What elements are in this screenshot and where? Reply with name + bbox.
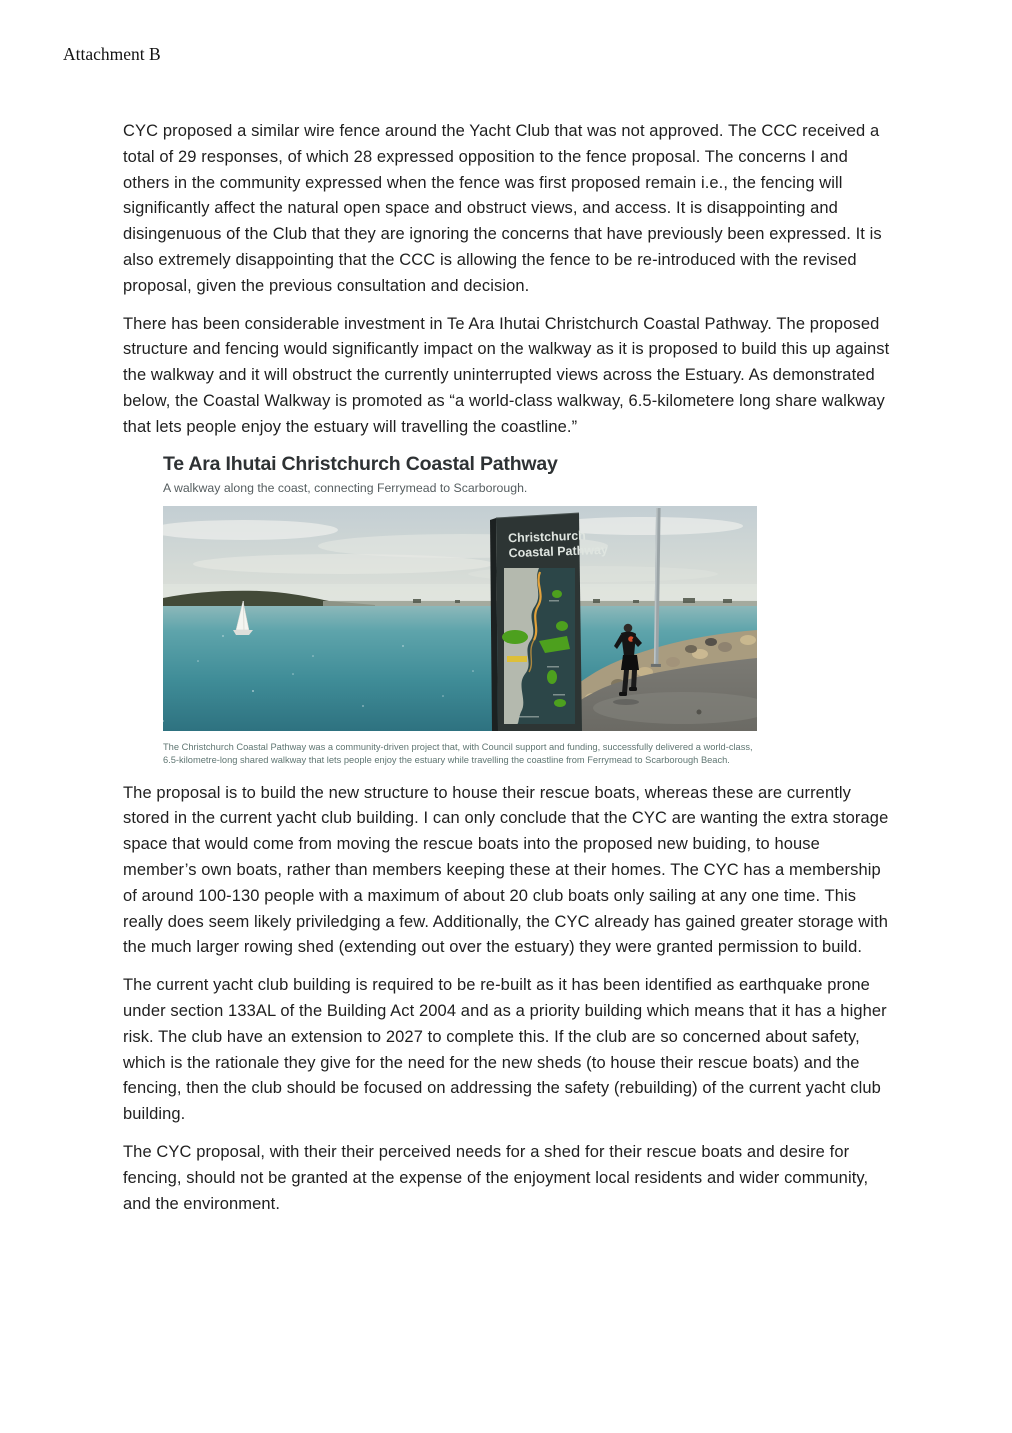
- promo-title: Te Ara Ihutai Christchurch Coastal Pathway: [163, 452, 558, 475]
- paragraph-3: The proposal is to build the new structure to house their rescue boats, whereas these are currently stored in the current yacht club building. I can only conclude that the CYC are wanting the extra storage space that would come from moving the rescue boats into the proposed new buiding, to house member’s own boats, rather than members keeping these at their homes. The CYC has a membership of around 100-130 people with a maximum of about 20 club boats only sailing at any one time. This really does seem likely priviledging a few. Additionally, the CYC already has gained greater storage with the much larger rowing shed (extending out over the estuary) they were granted permission to build.: [123, 783, 889, 957]
- photo-caption: The Christchurch Coastal Pathway was a community-driven project that, with Council support and funding, successfully delivered a world-class, 6.5-kilometre-long shared walkway that lets people enjoy the estuary while travelling the coastline from Ferrymead to Scarborough Beach.: [163, 741, 753, 765]
- paragraph-2: There has been considerable investment in Te Ara Ihutai Christchurch Coastal Pathway. The proposed structure and fencing would significantly impact on the walkway as it is proposed to build this up against the walkway and it will obstruct the currently uninterrupted views across the Estuary. As demonstrated below, the Coastal Walkway is promoted as “a world-class walkway, 6.5-kilometere long share walkway that lets people enjoy the estuary will travelling the coastline.”: [123, 314, 890, 436]
- paragraph-4: The current yacht club building is required to be re-built as it has been identified as earthquake prone under section 133AL of the Building Act 2004 and as a priority building which means that it has a higher risk. The club have an extension to 2027 to complete this. If the club are so concerned about safety, which is the rationale they give for the need for the new sheds (to house their rescue boats) and the fencing, then the club should be focused on addressing the safety (rebuilding) of the current yacht club building.: [123, 976, 887, 1124]
- sign-map: [502, 568, 575, 724]
- coastal-pathway-promo: [163, 453, 763, 767]
- sign-title-line1: Christchurch: [507, 528, 587, 545]
- paragraph-5: The CYC proposal, with their their perceived needs for a shed for their rescue boats and desire for fencing, should not be granted at the expense of the enjoyment local residents and wider community, and the environment.: [123, 1142, 869, 1213]
- promo-subtitle: A walkway along the coast, connecting Ferrymead to Scarborough.: [163, 480, 528, 495]
- coastal-photo-illustration: [163, 506, 757, 731]
- document-body: [123, 119, 895, 1229]
- attachment-label: Attachment B: [63, 44, 161, 64]
- coastal-pathway-photo: [163, 506, 757, 731]
- sign-title-line2: Coastal Pathway: [508, 542, 609, 560]
- paragraph-1: CYC proposed a similar wire fence around the Yacht Club that was not approved. The CCC received a total of 29 responses, of which 28 expressed opposition to the fence proposal. The concerns I and others in the community expressed when the fence was first proposed remain i.e., the fencing will significantly affect the natural open space and obstruct views, and access. It is disappointing and disingenuous of the Club that they are ignoring the concerns that have previously been expressed. It is also extremely disappointing that the CCC is allowing the fence to be re-introduced with the revised proposal, given the previous consultation and decision.: [123, 122, 882, 295]
